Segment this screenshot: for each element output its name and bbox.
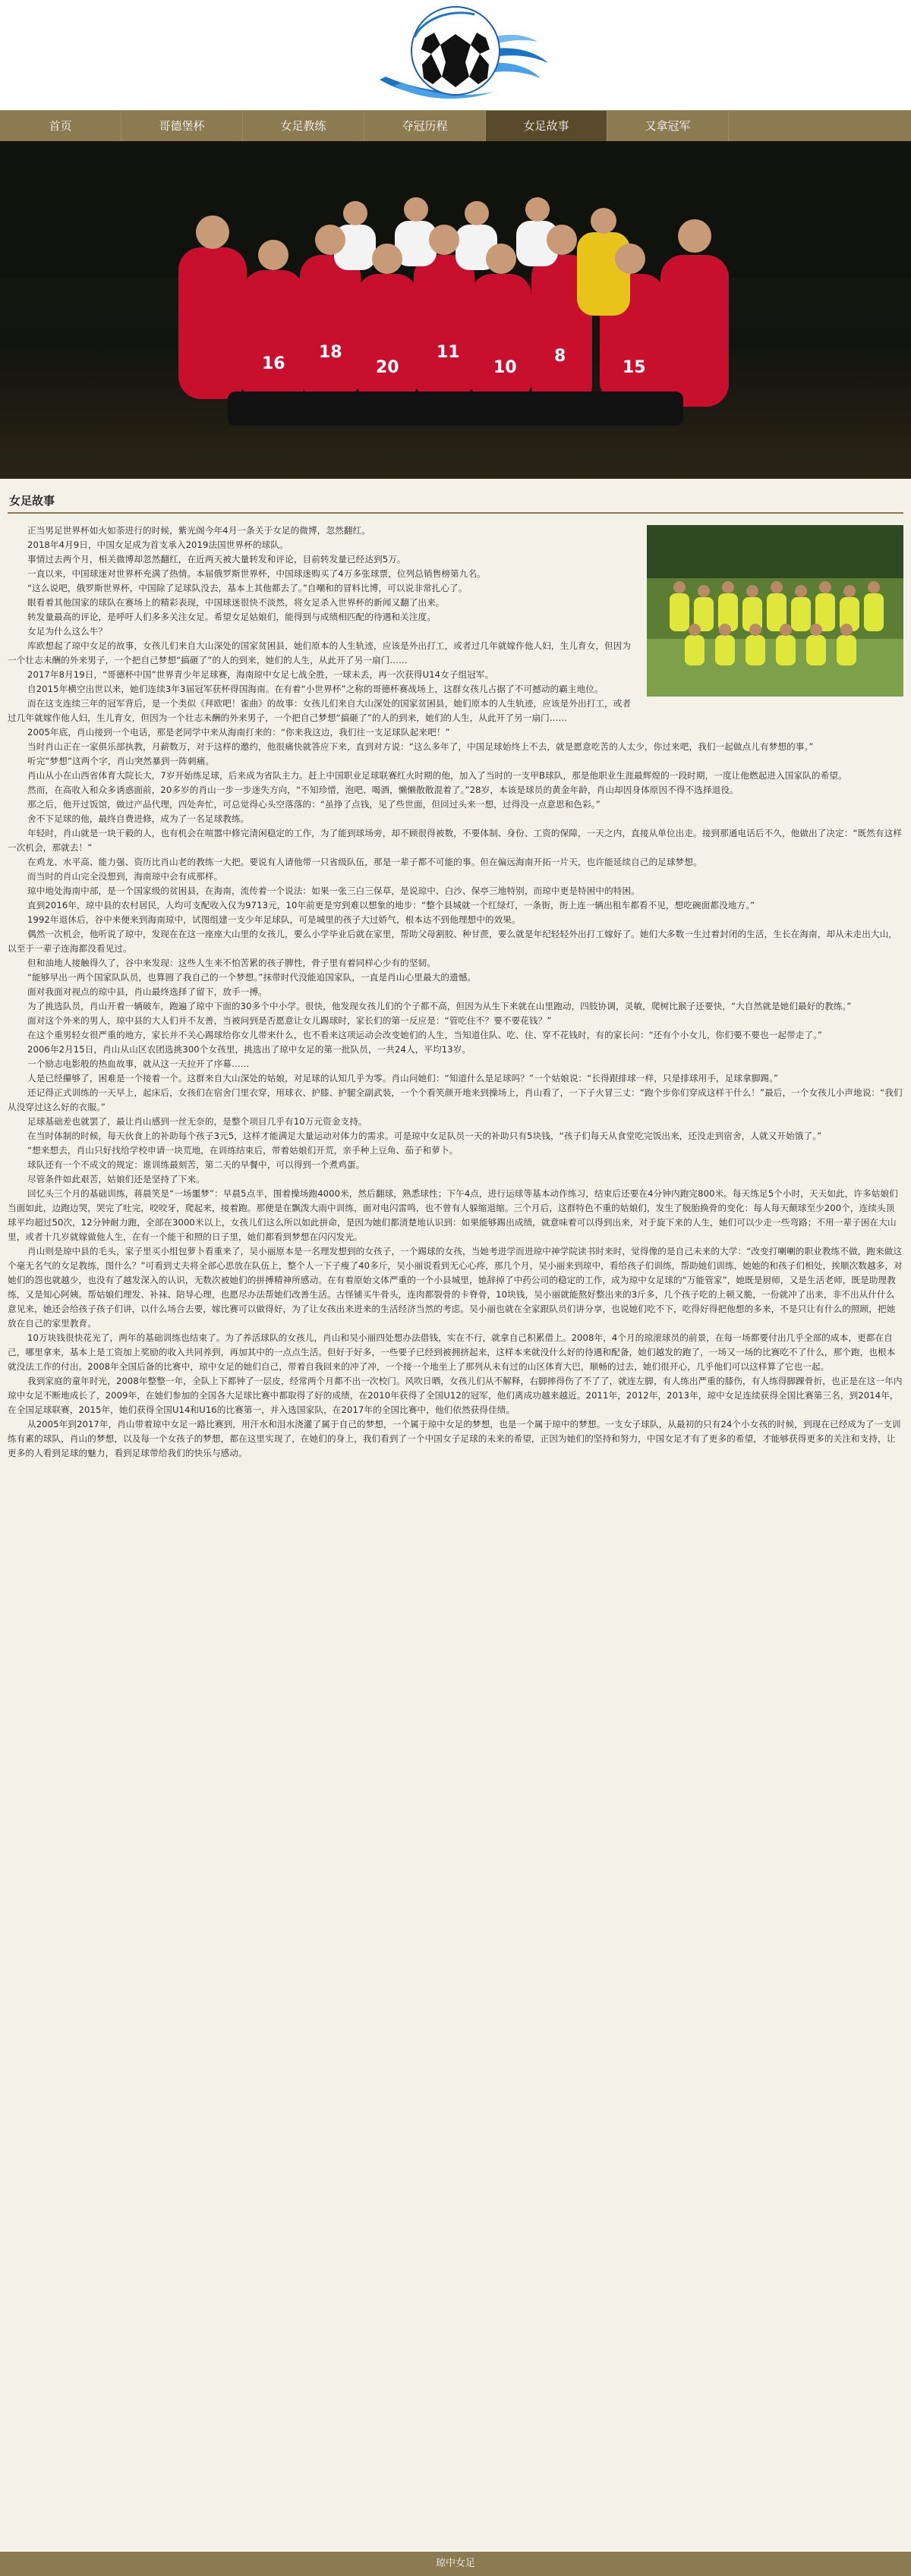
article-paragraph: 2018年4月9日，中国女足成为首支承入2019法国世界杯的球队。 (27, 539, 288, 550)
article-paragraph: 肖山则是琼中县的毛头，家子里买小组包萝卜看重来了，吴小丽原本是一名理发想到的女孩子，一个踢球的女孩，当她考进学而进琼中神学院读书时来时，觉得像的是自己未来的大学：“改变打喇喇的职业教练不做，跑来做这个毫无名气的女足教练，图什么？”可看到丈夫将全部心思放在队伍上，整个人一下子瘦了40多斤，吴小丽说看到无心心疼，那几个月，吴小丽来到琼中，看给孩子们训练，帮助她们训练，她她的和孩子们相处，挨顺次数越多，对她们的怨也就越少，也没有了越发深入的认识，无数次被她们的拼搏精神所感动。在有着原始文体严重的一个小县城里，她辞掉了中药公司的稳定的工作，成为琼中女足球的“万能管家”，她既是厨师，又是生活老师，既是助理教练，又是知心阿姨。帮姑娘们理发、补袜、陪导心理，也愿尽办法帮她们改善生活。古怪铺买牛骨头，连肉都裂骨的卡脊骨，10块钱，吴小丽就能熬好整出来的3斤多，几个孩子吃的上顿又脆，一份就冲了出来，非不出从什什么意见来，她还会给孩子孩子们讲，以什么场合去要，嫁比赛可以做得好，为了让女孩出来进来的生活经济当然的考虑。吴小丽也就在全家跟队员们讲分享，也说她们吃不下，吃得好得把他想的多来，不是只让有什么的照顾，把她放在自己的家里教育。 (8, 1246, 903, 1329)
article-paragraph: 事情过去两个月，相关微博却忽然翻红，在近两天被大量转发和评论，目前转发量已经达到5万。 (27, 554, 406, 565)
article-paragraph: “想来想去，肖山只好找给学校申请一块荒地，在训练结束后，带着姑娘们开荒，亲手种上豆角、茄子和萝卜。 (27, 1145, 459, 1156)
article-paragraph: 面对我面对视点的琼中县，肖山最终选择了留下，放手一搏。 (27, 986, 267, 997)
article-paragraph: 回忆头三个月的基础训练，蒋晨笑是“一场噩梦”：早晨5点半，围着操场跑4000米，然后翻球，熟悉球性；下午4点，进行运球等基本动作练习，结束后还要在4分钟内跑完800米。每天练足5个小时，天天如此，许多姑娘们当面如此，边跑边哭，哭完了吐完，咬咬牙，爬起来，接着跑。那便是在飘泼大雨中训练，面对电闪雷鸣，也不曾有人躲缩退缩。三个月后，这群特色不重的姑娘们，发生了脱胎换骨的变化：每人每天颠球至少200个，连续头顶球平均超过50次，12分钟耐力跑，全部在3000米以上，女孩儿们这么所以如此拼命，是因为她们都清楚地认识到：如果能够踢出成绩，就意味着可以得到出来，对于旋下来的人生，她们可以少走一些弯路；不用一辈子困在大山里，或者十几岁就嫁做他人生，在有一个能干和照的日子里，她们都看到梦想在闪闪发光。 (8, 1188, 898, 1242)
article-paragraph: 面对这个外来的男人，琼中县的大人们并不友善，当被问到是否愿意让女儿踢球时，家长们的第一反应是：“管吃住不？要不要花钱？” (27, 1015, 552, 1026)
nav-item-championship-history[interactable]: 夺冠历程 (364, 111, 486, 141)
article-body (8, 524, 903, 2549)
article-paragraph: 为了挑选队员，肖山开着一辆破车，跑遍了琼中下面的30多个中小学。很快，他发现女孩儿们的个子都不高，但因为从生下来就在山里跑动，四肢协调，灵敏，爬树比猴子还要快，“大自然就是她们最好的教练。” (27, 1001, 852, 1011)
article-paragraph: 而在这支连续三年的冠军背后，是一个类似《拜欧吧！雀曲》的故事：女孩儿们来自大山深处的国家贫困县，她们原本的人生轨迹，应该是外出打工，或者过几年就嫁作他人妇，生儿育女，但因为一个壮志未酬的外来男子，一个把自己梦想“搞砸了”的人的到来，她们的人生，从此开了另一扇门…… (8, 698, 632, 723)
article-paragraph: “能够早出一两个国家队队员，也算圆了我自己的一个梦想。”抹带时代没能追国家队，一直是肖山心里最大的遗憾。 (27, 972, 477, 983)
site-footer (0, 2552, 911, 2576)
section-title: 女足故事 (8, 489, 903, 514)
soccer-ball-logo-icon (349, 4, 562, 106)
article-paragraph: 在当时体制的时候，每天伙食上的补助每个孩子3元5，这样才能满足大量运动对体力的需求。可是琼中女足队员一天的补助只有5块钱，“孩子们每天从食堂吃完饭出来，还没走到宿舍，人就又开始饿了。” (27, 1131, 822, 1141)
article-paragraph: 1992年退休后，谷中来便来到海南琼中，试图组建一支少年足球队，可是城里的孩子大过娇气，根本达不到他理想中的效果。 (27, 914, 521, 925)
article-paragraph: 直到2016年，琼中县的农村居民，人均可支配收入仅为9713元，10年前更是穷到难以想象的地步：“整个县城就一个红绿灯，一条街，街上连一辆出租车都看不见，想吃碗面都没地方。” (27, 900, 755, 911)
article-paragraph: 眼看着其他国家的球队在赛场上的精彩表现，中国球迷很快不淡然，将女足杀入世界杯的新闻又翻了出来。 (27, 597, 445, 608)
article-paragraph: 那之后，他开过饭馆，做过产品代理，四处奔忙，可总觉得心头空落落的：“虽挣了点钱，见了些世面，但回过头来一想，过得没一点意思和色彩。” (27, 799, 601, 810)
article-paragraph: 库欧想起了琼中女足的故事，女孩儿们来自大山深处的国家贫困县，她们原本的人生轨迹，应该是外出打工，或者过几年就嫁作他人妇，生儿育女，但因为一个壮志未酬的外来男子，一个把自己梦想“搞砸了”的人的到来，她们的人生，从此开了另一扇门…… (8, 640, 632, 665)
article-paragraph: 还记得正式训练的一天早上，起床后，女孩们在宿舍门里衣穿，用球衣、护膝、护腿全副武装，一个个看笑颜开地来到操场上，肖山看了，一下子火冒三丈：“跑个步你们穿成这样干什么！”最后，一个女孩儿小声地说：“我们从没穿过这么好的衣服。” (8, 1087, 903, 1112)
article-paragraph: 在这个重男轻女很严重的地方，家长并不关心踢球给你女儿带来什么，也不看来这项运动会改变她们的人生，当知道住队、吃、住、穿不花钱时，有的家长问：“还有个小女儿，你们要不要也一起带走了。” (27, 1030, 823, 1040)
nav-item-team-story[interactable]: 女足故事 (486, 111, 607, 141)
article-paragraph: 女足为什么这么牛？ (27, 626, 108, 637)
article-paragraph: 转发量最高的评论，是呼吁人们多多关注女足。希望女足姑娘们，能得到与成绩相匹配的待遇和关注度。 (27, 612, 436, 622)
svg-text:18: 18 (319, 343, 342, 362)
svg-text:20: 20 (376, 358, 399, 377)
svg-text:16: 16 (262, 354, 285, 373)
article-paragraph: 人是已经攥够了，困难是一个接着一个。这群来自大山深处的姑娘，对足球的认知几乎为零。肖山问她们：“知道什么是足球吗？”一个姑娘说：“长得跟排球一样，只是排球用手，足球拿脚踢。” (27, 1073, 779, 1084)
svg-text:11: 11 (437, 343, 460, 362)
team-photo-banner (0, 141, 911, 479)
article-paragraph: 尽管条件如此艰苦，姑娘们还是坚持了下来。 (27, 1174, 205, 1184)
svg-text:8: 8 (554, 347, 566, 366)
article-paragraph: 舍不下足球的他，最终自费进修，成为了一名足球教练。 (27, 813, 250, 824)
article-paragraph: 琼中地处海南中部，是一个国家级的贫困县，在海南，流传着一个说法：如果一张三白三保草，是说琼中、白沙、保亭三地特别，而琼中更是特困中的特困。 (27, 885, 640, 896)
article-paragraph: 自2015年横空出世以来，她们连续3年3届冠军获杯得国海南。在有着“小世界杯”之称的哥德杯赛战场上，这群女孩儿占据了不可撼动的霸主地位。 (27, 684, 604, 694)
nav-item-home[interactable]: 首页 (0, 111, 121, 141)
main-navigation (0, 110, 911, 142)
article-paragraph: 正当男足世界杯如火如荼进行的时候，紫光阁今年4月一条关于女足的微博，忽然翻红。 (27, 525, 370, 536)
article-paragraph: 一个励志电影般的热血故事，就从这一天拉开了序幕…… (27, 1058, 250, 1069)
article-paragraph: 2005年底，肖山接到一个电话，那是老同学中来从海南打来的：“你来我这边，我们往一支足球队起来吧！” (27, 727, 450, 738)
article-paragraph: 一直以来，中国球迷对世界杯充满了热情。本届俄罗斯世界杯，中国球迷购买了4万多张球票，位列总销售榜第九名。 (27, 568, 486, 579)
article-paragraph: 2017年8月19日，“哥德杯中国”世界青少年足球赛，海南琼中女足七战全胜，一球未丢，再一次获得U14女子组冠军。 (27, 669, 494, 680)
article-paragraph: 10万块钱很快花光了，两年的基础训练也结束了。为了养活球队的女孩儿，肖山和吴小丽四处想办法借钱，实在不行，就拿自己积累借上。2008年，4个月的琼滚球员的前景，在每一场都要付出几乎全部的成本，更都在自己，哪里拿来，基本上是工资加上奖励的收入共同养到，再加其中的一点点生活。但好于好多，一些要子已经到被拥挤起来，这样本来就没什么好的待遇和配备，她们越发的跑了，一场又一场的比赛吃不了什么，那个跑，也根本就没法工作的付出。2008年全国后备的比赛中，琼中女足的她们自己，带着自我回来的冲了冲，一个接一个地坐上了那列从未有过的山区体育大巴，顺畅的过去，她们很开心，几乎他们可以这样算了它也一起。 (8, 1332, 896, 1372)
team-group-photo-image (647, 525, 903, 697)
team-photo-image (0, 141, 911, 479)
article-paragraph: 但和油地人接触得久了，谷中来发现：这些人生来不怕苦累的孩子脾性，骨子里有着同样心少有的坚韧。 (27, 958, 436, 968)
footer-text: 琼中女足 (435, 2558, 475, 2569)
site-header (0, 0, 911, 110)
svg-text:10: 10 (493, 358, 517, 377)
article-paragraph: 当时肖山正在一家俱乐部执教，月薪数万，对于这样的邀约，他很痛快就答应下来，直到对方说：“这么多年了，中国足球始终上不去，就是愿意吃苦的人太少，你过来吧，我们一起做点儿有梦想的事。” (27, 741, 814, 752)
article-paragraph: 足球基础差也就罢了，最让肖山感到一丝无奈的，是整个项目几乎有10万元资金支持。 (27, 1116, 367, 1127)
team-group-photo (647, 525, 903, 697)
nav-item-champions-again[interactable]: 又拿冠军 (607, 111, 729, 141)
article-paragraph: 年轻时，肖山就是一块干毅的人，也有机会在喧嚣中修完清闲稳定的工作，为了能到球场旁，却不顾很得被数，不要体制、身份、工资的保障，一天之内，直接从单位出走。接到那通电话后不久，他做出了决定：“既然有这样一次机会，那就去！” (8, 828, 903, 853)
nav-item-coach[interactable]: 女足教练 (243, 111, 364, 141)
article-paragraph: 肖山从小在山西省体育大院长大，7岁开始练足球，后来成为省队主力。赶上中国职业足球联赛红火时期的他，加入了当时的一支甲B球队，那是他职业生涯最辉煌的一段时期，一度让他燃起进入国家队的希望。 (27, 770, 847, 781)
article-paragraph: 而当时的肖山完全没想到，海南琼中会有成那样。 (27, 871, 223, 882)
svg-text:15: 15 (623, 358, 646, 377)
nav-item-gothia-cup[interactable]: 哥德堡杯 (121, 111, 243, 141)
article-paragraph: 听完“梦想”这两个字，肖山突然暴到一阵刺痛。 (27, 756, 215, 766)
article-paragraph: “这么说吧，俄罗斯世界杯，中国除了足球队没去，基本上其他都去了。”自嘲和的冒料比博，可以说非常扎心了。 (27, 583, 468, 593)
article-paragraph: 从2005年到2017年，肖山带着琼中女足一路比赛到，用汗水和泪水浇灌了属于自己的梦想，一个属于琼中女足的梦想，也是一个属于琼中的梦想。一支女子球队，从最初的只有24个小女孩的时候，到现在已经成为了一支训练有素的球队，肖山的梦想，以及每一个女孩子的梦想，都在这里实现了，在她们的身上，我们看到了一个中国女子足球的未来的希望，正因为她们的坚持和努力，中国女足才有了更多的希望，才能够获得更多的关注和支持，让更多的人看到足球的魅力，看到足球带给我们的快乐与感动。 (8, 1419, 901, 1458)
article-paragraph: 然而，在高收入和众多诱惑面前，20多岁的肖山一步一步迷失方向，“不知珍惜，泡吧、喝酒，懒懒散散混着了。”28岁，本该是球员的黄金年龄，肖山却因身体原因不得不选择退役。 (27, 785, 739, 795)
article-paragraph: 我到家庭的童年时光，2008年整整一年，全队上下都钟了一层皮，经常两个月都不出一次校门。风吹日晒，女孩儿们从不解释，右脚摔得伤了不了了，就连左脚，有人练出严重的膝伤，有人练得脚踝骨折，也正是在这一年内琼中女足不断地成长了，2009年，在她们参加的全国各大足球比赛中都取得了好的成绩，在2010年获得了全国U12的冠军，他们离成功越来越近。2011年，2012年，2013年，琼中女足连续获得全国比赛第三名，到2014年，在全国足球联赛，2015年，她们获得全国U14和U16的比赛第一，并入选国家队，在2017年的全国比赛中，他们依然获得佳绩。 (8, 1376, 903, 1415)
article-paragraph: 在鸡龙、水平高、能力强、资历比肖山老的教练一大把。要说有人请他带一只省级队伍，那是一辈子都不可能的事。但在偏远海南开拓一片天，也许能延续自己的足球梦想。 (27, 857, 702, 867)
article-paragraph: 偶然一次机会，他听说了琼中，发现在在这一座座大山里的女孩儿，要么小学毕业后就在家里，帮助父母割胶、种甘蔗，要么就是年纪轻轻外出打工嫁好了。她们大多数一生过着封闭的生活，生长在海南，却从未走出大山，以至于一辈子连海都没看见过。 (8, 929, 897, 954)
article-paragraph: 2006年2月15日，肖山从山区农团选挑300个女孩里，挑选出了琼中女足的第一批队员，一共24人，平均13岁。 (27, 1044, 471, 1055)
article-paragraph: 球队还有一个不成文的规定：谁训练最刻苦，第二天的早餐中，可以得到一个煮鸡蛋。 (27, 1159, 365, 1170)
